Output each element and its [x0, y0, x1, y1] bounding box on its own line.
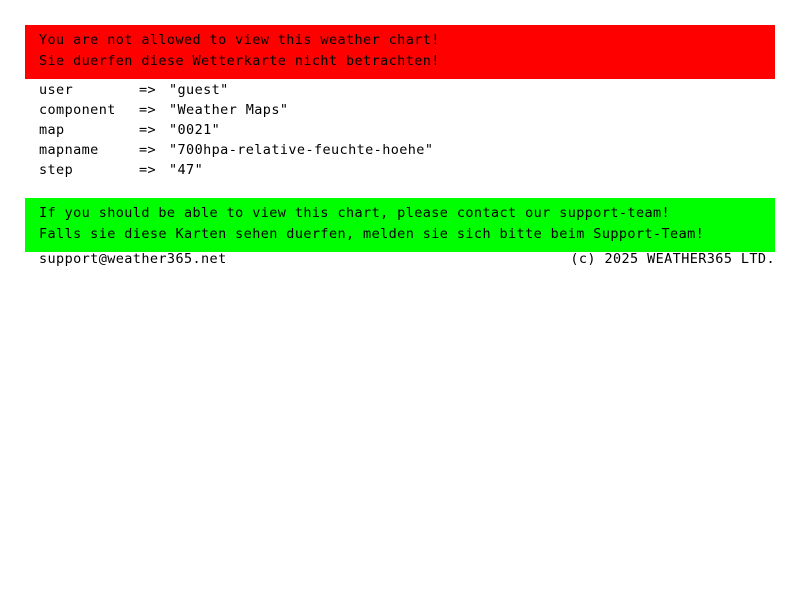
copyright-text: (c) 2025 WEATHER365 LTD. [570, 251, 775, 267]
parameter-arrow: => [139, 142, 157, 158]
parameter-key: map [39, 122, 65, 138]
support-banner [25, 198, 775, 252]
error-banner-line-de: Sie duerfen diese Wetterkarte nicht betrachten! [39, 53, 440, 69]
parameter-key: mapname [39, 142, 99, 158]
parameter-value: "700hpa-relative-feuchte-hoehe" [169, 142, 434, 158]
parameter-row-component [39, 100, 759, 120]
parameter-value: "guest" [169, 82, 229, 98]
parameter-value: "Weather Maps" [169, 102, 289, 118]
parameter-value: "47" [169, 162, 204, 178]
footer [39, 250, 775, 268]
parameter-row-mapname [39, 140, 759, 160]
parameter-row-user [39, 80, 759, 100]
parameter-arrow: => [139, 122, 157, 138]
error-banner-line-en: You are not allowed to view this weather chart! [39, 32, 440, 48]
parameter-arrow: => [139, 82, 157, 98]
parameter-key: step [39, 162, 74, 178]
parameter-arrow: => [139, 162, 157, 178]
error-banner [25, 25, 775, 79]
parameter-row-step [39, 160, 759, 180]
support-banner-line-de: Falls sie diese Karten sehen duerfen, melden sie sich bitte beim Support-Team! [39, 226, 705, 242]
parameter-key: user [39, 82, 74, 98]
parameter-arrow: => [139, 102, 157, 118]
parameter-key: component [39, 102, 116, 118]
support-email-link[interactable]: support@weather365.net [39, 251, 227, 267]
parameter-list [39, 80, 759, 180]
parameter-row-map [39, 120, 759, 140]
support-banner-line-en: If you should be able to view this chart, please contact our support-team! [39, 205, 671, 221]
parameter-value: "0021" [169, 122, 221, 138]
